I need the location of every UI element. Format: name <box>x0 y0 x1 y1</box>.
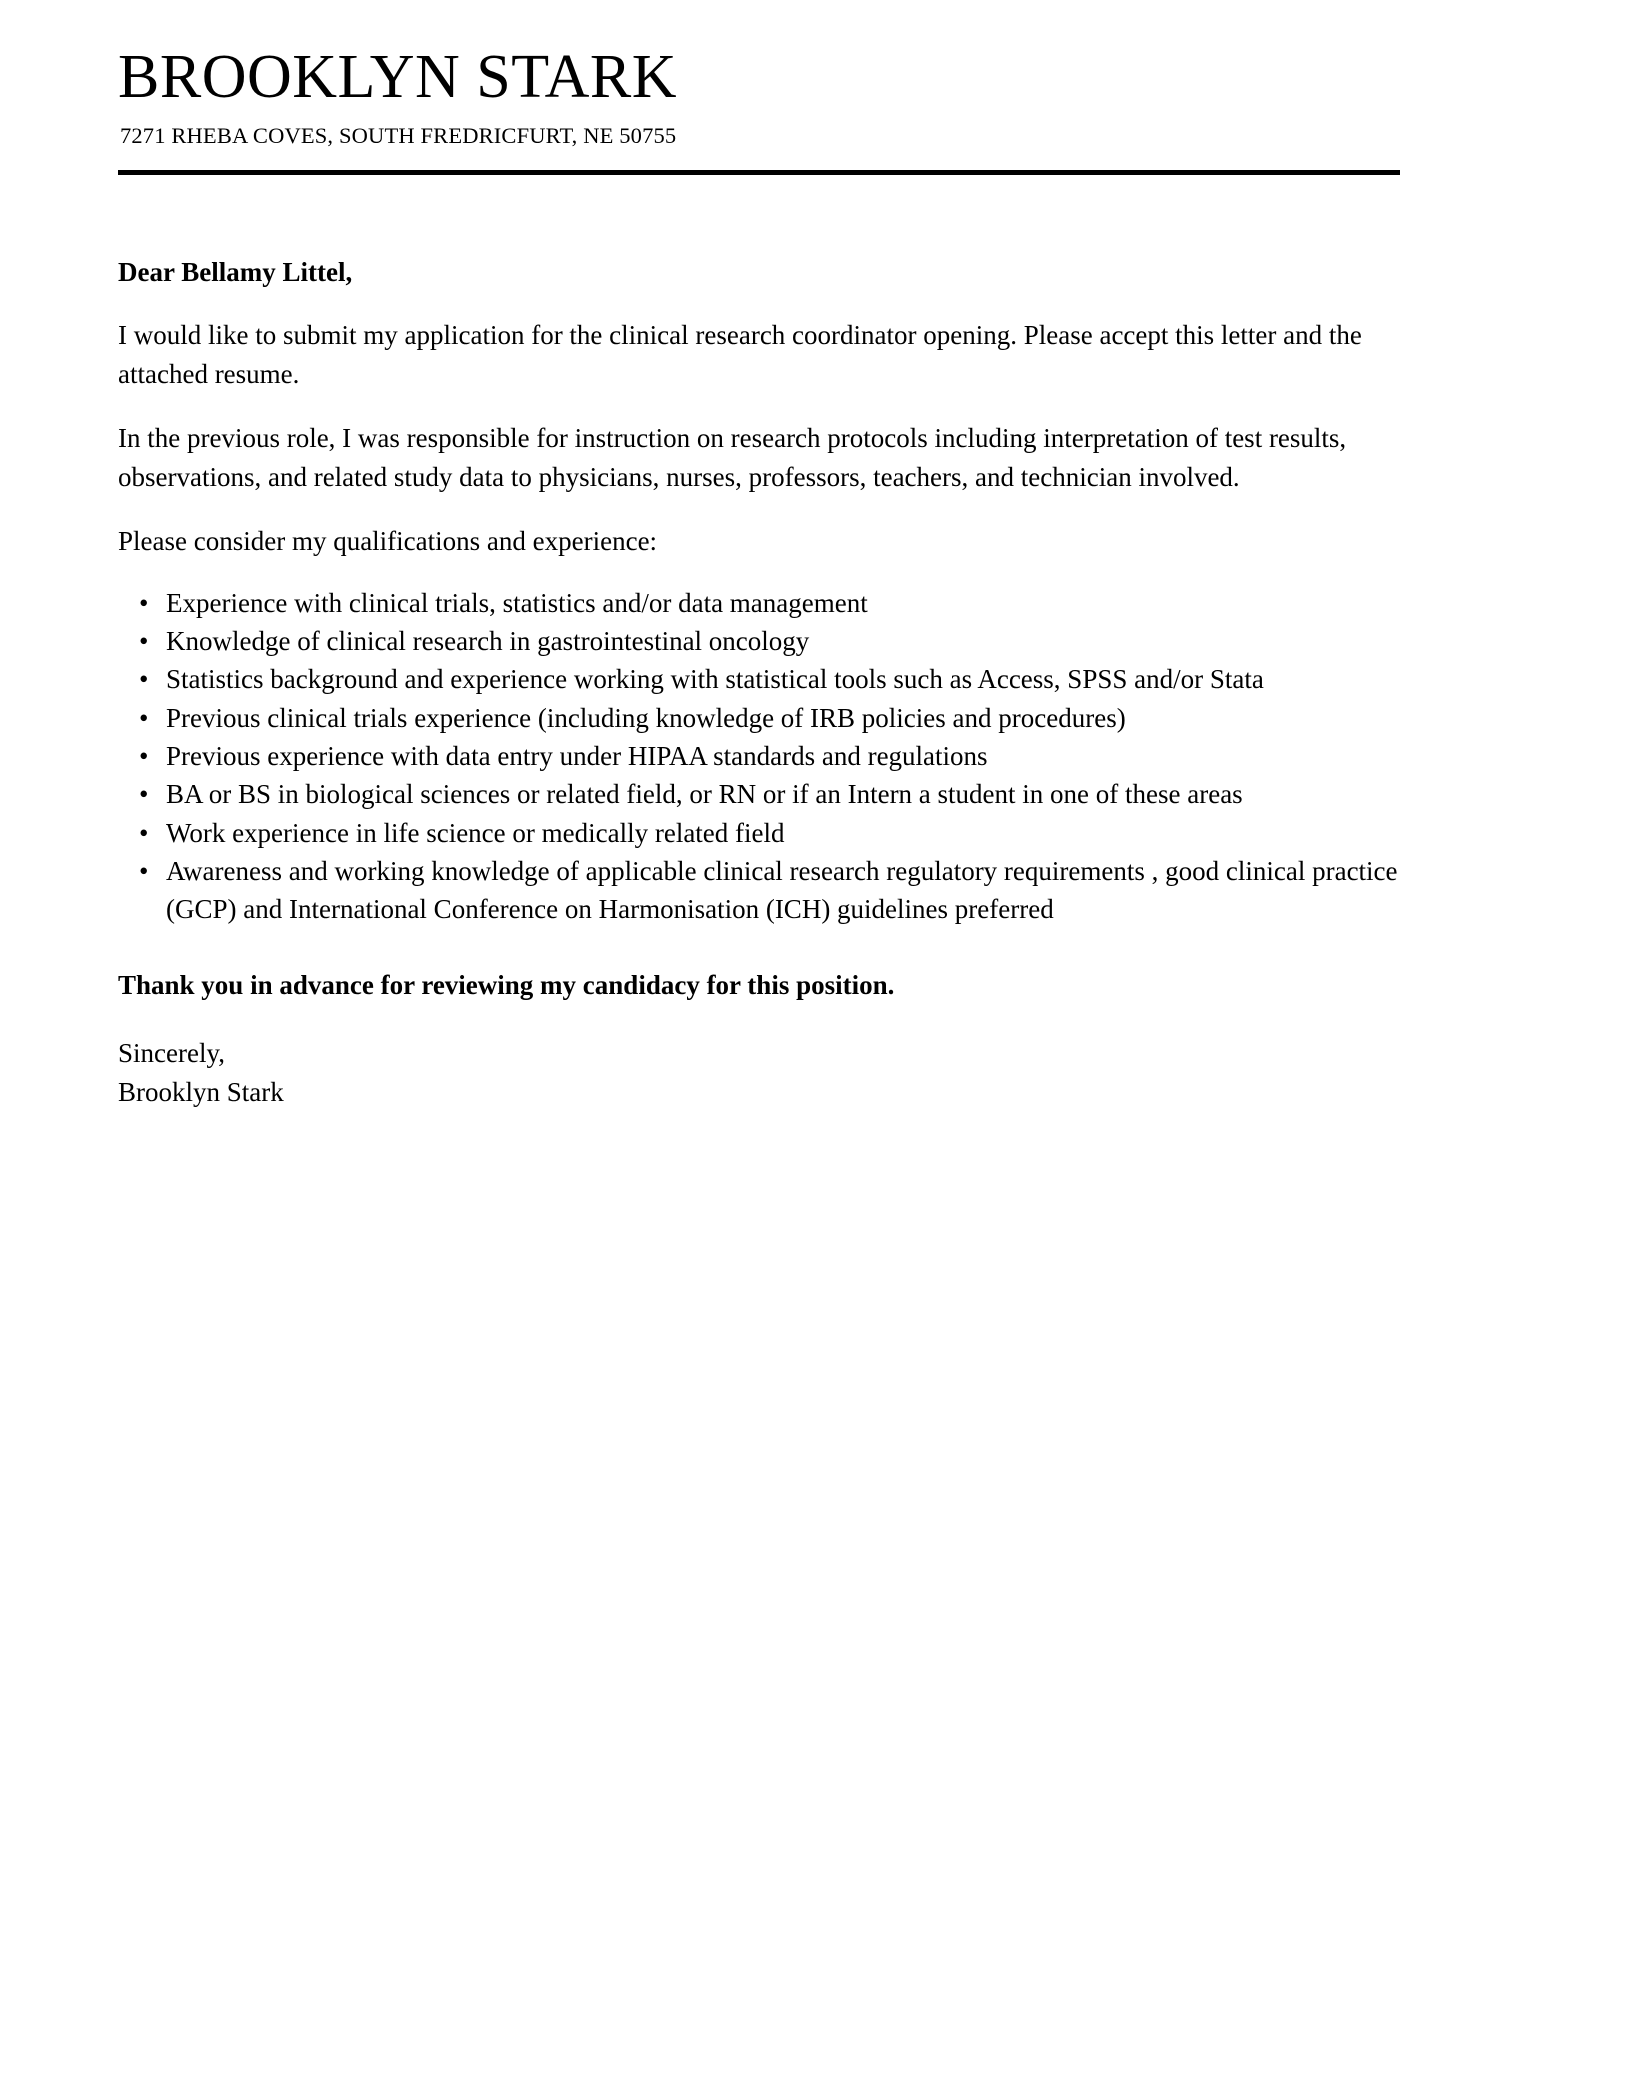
bullet-icon: • <box>139 817 149 848</box>
list-item-text: Work experience in life science or medically related field <box>166 817 785 848</box>
letter-body <box>112 175 1408 1111</box>
bullet-icon: • <box>139 702 149 733</box>
sender-name: BROOKLYN STARK <box>118 43 678 111</box>
letter-content <box>112 0 1520 1111</box>
thank-you-line: Thank you in advance for reviewing my candidacy for this position. <box>118 969 895 1000</box>
list-item <box>118 814 1408 852</box>
list-item-text: Knowledge of clinical research in gastrointestinal oncology <box>166 625 810 656</box>
list-item <box>118 737 1408 775</box>
list-item-text: Statistics background and experience working with statistical tools such as Access, SPSS and/or Stata <box>166 664 1264 695</box>
paragraph-intro: I would like to submit my application for the clinical research coordinator opening. Please accept this letter and the attached resume. <box>118 319 1362 390</box>
sign-off: Sincerely, <box>118 1038 225 1069</box>
list-item-text: BA or BS in biological sciences or related field, or RN or if an Intern a student in one of these areas <box>166 779 1243 810</box>
list-item <box>118 622 1408 660</box>
bullet-icon: • <box>139 664 149 695</box>
paragraph-qualifications-intro: Please consider my qualifications and experience: <box>118 526 658 557</box>
salutation: Dear Bellamy Littel, <box>118 257 353 287</box>
bullet-icon: • <box>139 625 149 656</box>
qualifications-list <box>118 584 1408 929</box>
letterhead <box>112 0 1520 175</box>
bullet-icon: • <box>139 779 149 810</box>
list-item-text: Previous experience with data entry under HIPAA standards and regulations <box>166 740 988 771</box>
signature-block <box>118 1034 1408 1111</box>
signature-name: Brooklyn Stark <box>118 1076 284 1107</box>
list-item-text: Previous clinical trials experience (including knowledge of IRB policies and procedures) <box>166 702 1126 733</box>
list-item <box>118 775 1408 813</box>
list-item <box>118 584 1408 622</box>
paragraph-experience: In the previous role, I was responsible for instruction on research protocols including interpretation of test results, observations, and related study data to physicians, nurses, professors, teachers, and technician involved. <box>118 423 1347 493</box>
list-item <box>118 699 1408 737</box>
list-item-text: Experience with clinical trials, statistics and/or data management <box>166 587 868 618</box>
list-item <box>118 660 1408 698</box>
list-item-text: Awareness and working knowledge of applicable clinical research regulatory requirements , good clinical practice (GCP) and International Conference on Harmonisation (ICH) guidelines preferred <box>166 855 1398 925</box>
list-item <box>118 852 1408 929</box>
bullet-icon: • <box>139 587 149 618</box>
sender-address: 7271 RHEBA COVES, SOUTH FREDRICFURT, NE 50755 <box>120 123 677 148</box>
bullet-icon: • <box>139 855 149 886</box>
bullet-icon: • <box>139 740 149 771</box>
